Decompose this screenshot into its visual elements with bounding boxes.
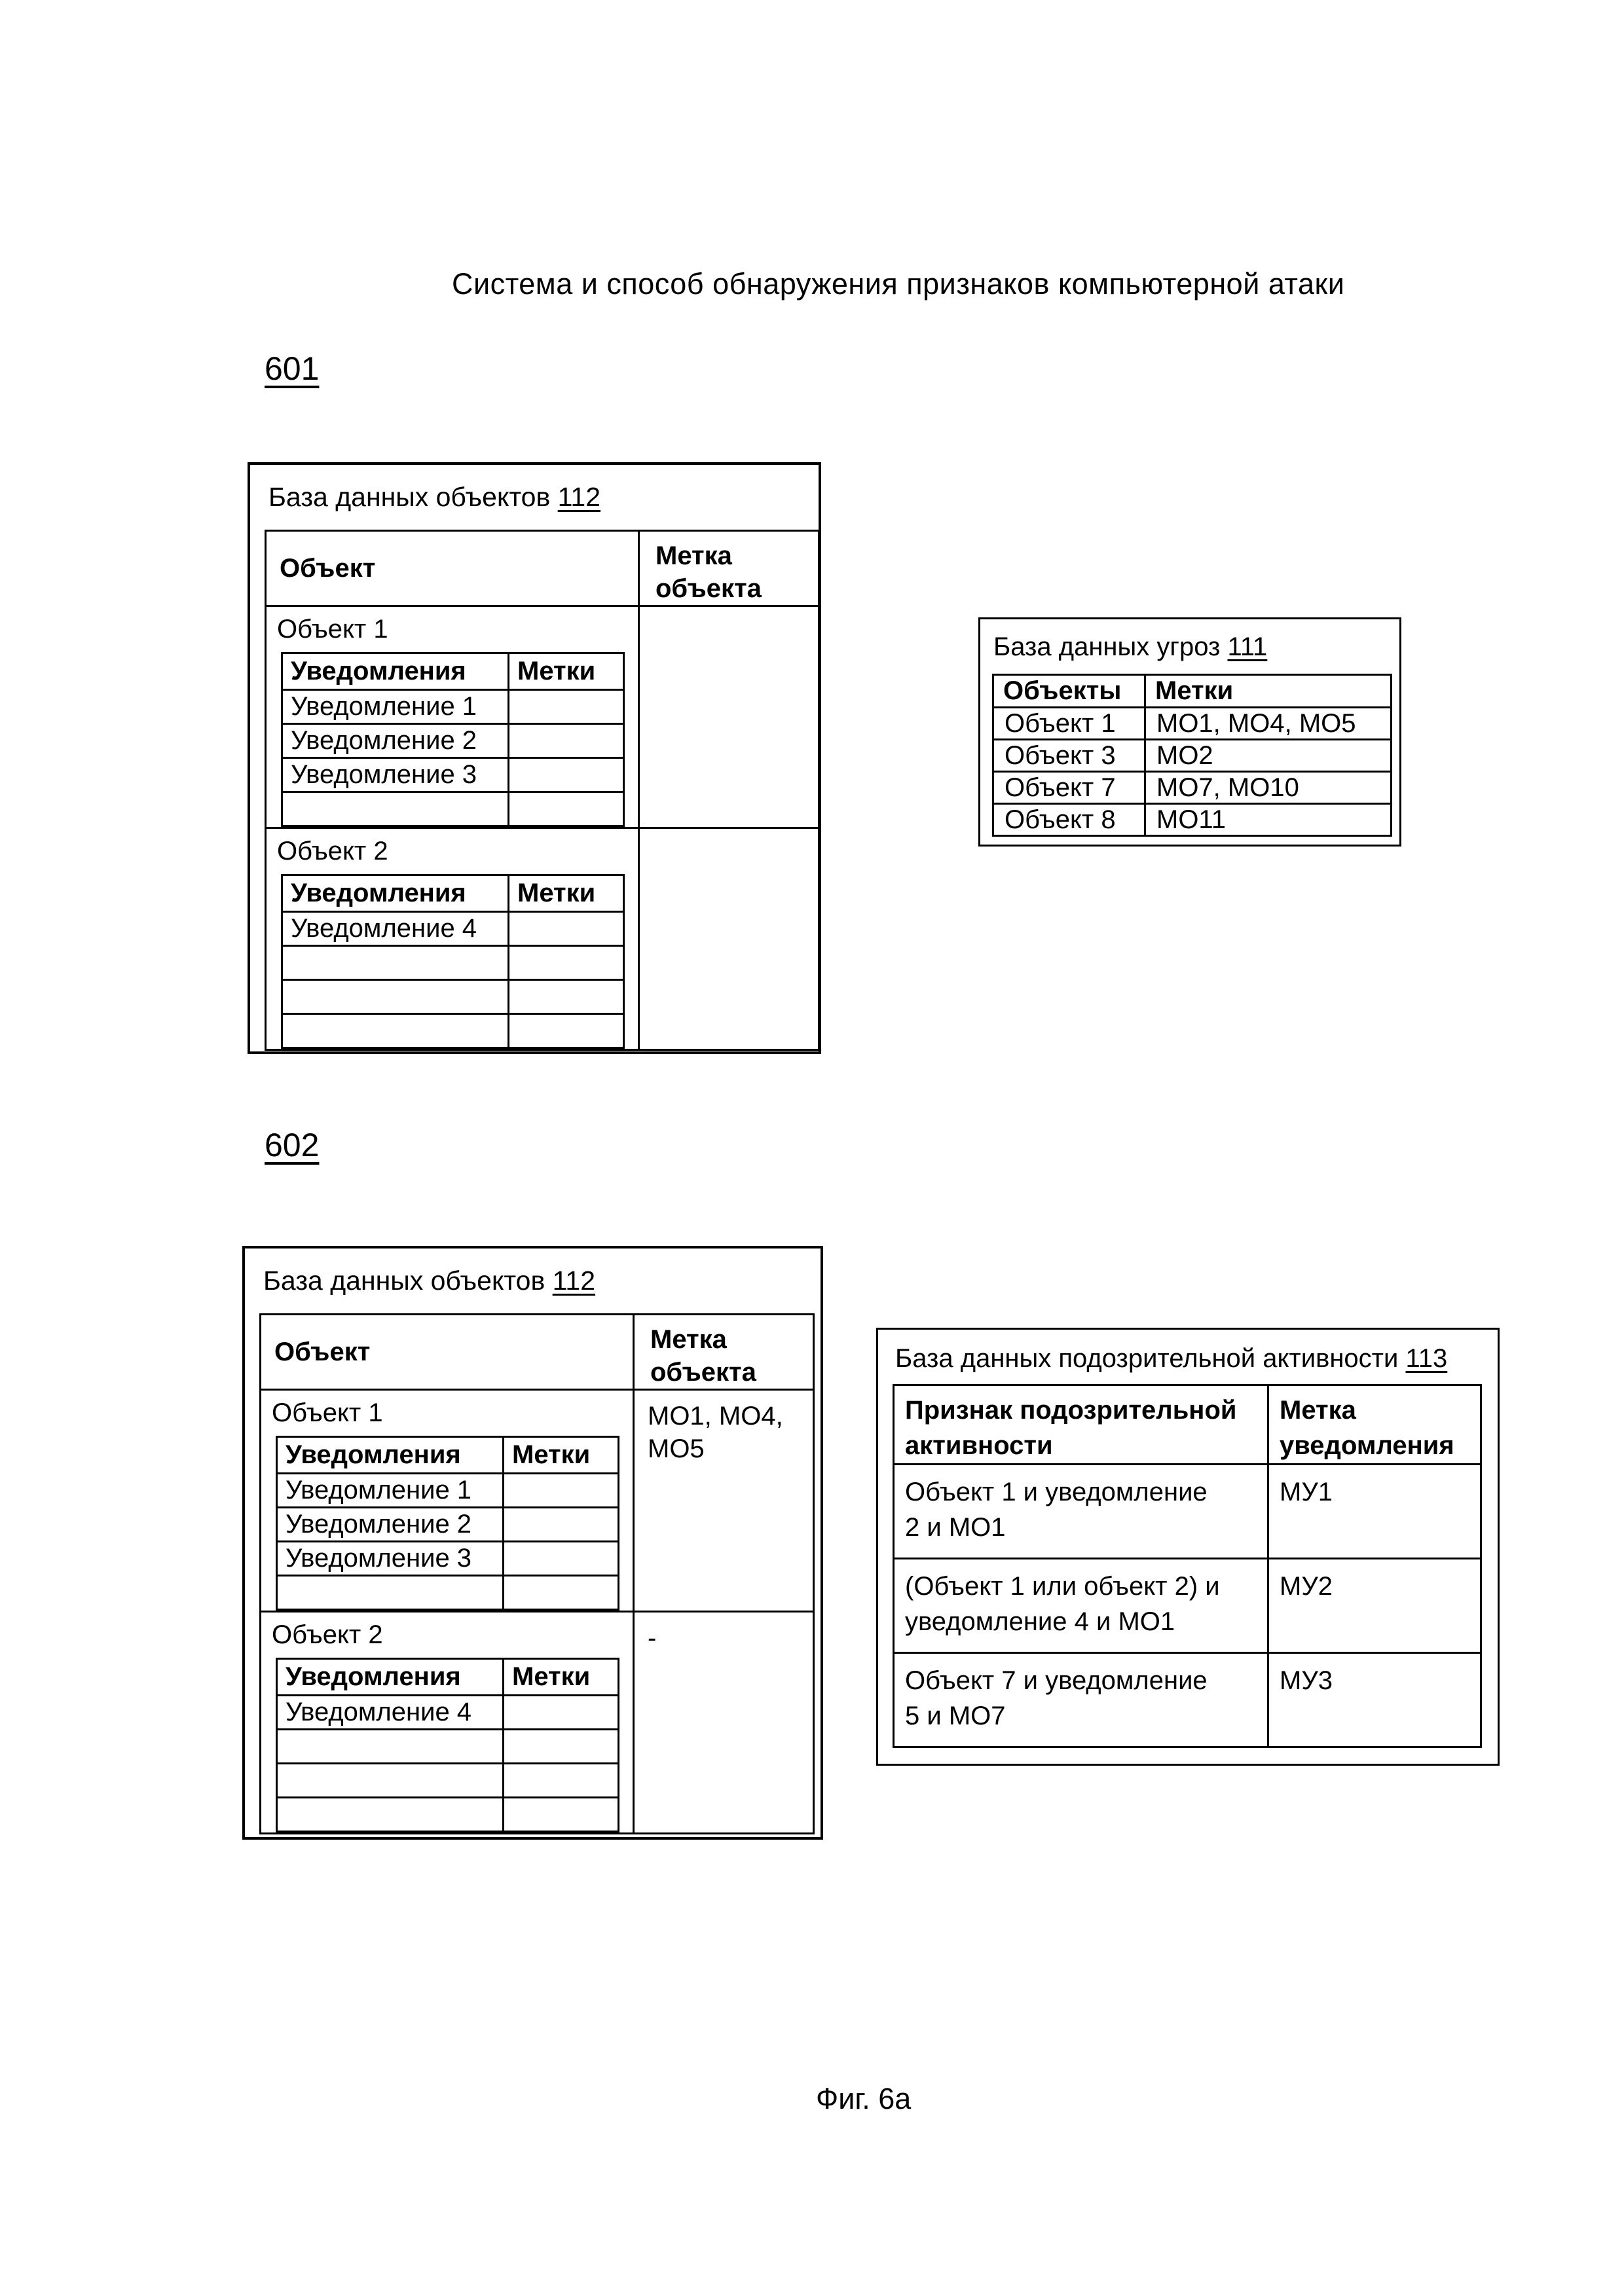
notification-label-cell <box>504 1542 619 1576</box>
notification-cell <box>282 1014 509 1048</box>
suspicious-row <box>894 1465 1481 1559</box>
notification-row-empty <box>282 1014 624 1048</box>
notification-label-cell <box>504 1696 619 1730</box>
object2-label-cell: - <box>634 1612 814 1834</box>
notification-row <box>282 912 624 946</box>
threats-row <box>993 708 1392 740</box>
threat-object: Объект 8 <box>993 804 1145 836</box>
col-header-object: Объект <box>261 1315 634 1390</box>
object1-name: Объект 1 <box>277 615 388 644</box>
notification-label-cell <box>504 1798 619 1832</box>
notification-label-cell <box>504 1764 619 1798</box>
notification-cell: Уведомление 3 <box>277 1542 504 1576</box>
col-header-object-label: Метка объекта <box>639 531 819 606</box>
threat-object: Объект 3 <box>993 740 1145 772</box>
notification-label-cell <box>509 912 624 946</box>
notification-label-cell <box>509 758 624 792</box>
objects-table-header-row <box>266 531 819 606</box>
inner-col-notifications: Уведомления <box>282 653 509 690</box>
objects-table-602 <box>259 1313 815 1834</box>
threats-db-title-text: База данных угроз <box>993 632 1221 661</box>
suspicious-indicator: (Объект 1 или объект 2) и уведомление 4 и МО1 <box>894 1559 1268 1653</box>
suspicious-indicator: Объект 1 и уведомление 2 и МО1 <box>894 1465 1268 1559</box>
suspicious-label: МУ3 <box>1268 1653 1481 1747</box>
notification-cell: Уведомление 4 <box>277 1696 504 1730</box>
notification-label-cell <box>509 1014 624 1048</box>
notification-cell <box>277 1576 504 1610</box>
notification-cell: Уведомление 4 <box>282 912 509 946</box>
objects-db-ref: 112 <box>552 1266 596 1296</box>
notification-cell: Уведомление 3 <box>282 758 509 792</box>
threat-object: Объект 7 <box>993 772 1145 804</box>
inner-header-row <box>277 1659 619 1696</box>
object1-name: Объект 1 <box>272 1398 383 1427</box>
notification-row-empty <box>277 1576 619 1610</box>
threats-header-row <box>993 675 1392 708</box>
inner-col-labels: Метки <box>504 1659 619 1696</box>
inner-header-row <box>277 1437 619 1474</box>
notification-label-cell <box>504 1474 619 1508</box>
notification-label-cell <box>504 1508 619 1542</box>
threat-labels: МО7, МО10 <box>1145 772 1392 804</box>
suspicious-row <box>894 1653 1481 1747</box>
notification-label-cell <box>509 980 624 1014</box>
object2-name: Объект 2 <box>272 1620 383 1649</box>
state-label-601: 601 <box>265 350 320 387</box>
notification-label-cell <box>504 1576 619 1610</box>
inner-col-notifications: Уведомления <box>282 875 509 912</box>
notification-cell <box>282 946 509 980</box>
suspicious-db-box <box>876 1328 1500 1766</box>
object2-cell <box>261 1612 634 1834</box>
suspicious-col-indicator: Признак подозрительной активности <box>894 1385 1268 1465</box>
object2-row <box>266 828 819 1050</box>
object1-label-cell: МО1, МО4, МО5 <box>634 1390 814 1612</box>
objects-table-601 <box>265 530 820 1051</box>
notification-cell: Уведомление 1 <box>282 690 509 724</box>
suspicious-label: МУ2 <box>1268 1559 1481 1653</box>
object1-row <box>266 606 819 828</box>
objects-table-header-row <box>261 1315 814 1390</box>
inner-col-labels: Метки <box>509 875 624 912</box>
notification-cell <box>277 1798 504 1832</box>
notification-label-cell <box>509 724 624 758</box>
notification-row-empty <box>282 946 624 980</box>
notification-cell <box>277 1730 504 1764</box>
suspicious-col-notification-label: Метка уведомления <box>1268 1385 1481 1465</box>
object1-notifications-table <box>281 652 625 827</box>
threats-col-objects: Объекты <box>993 675 1145 708</box>
notification-row <box>277 1474 619 1508</box>
objects-db-box-602 <box>242 1246 823 1840</box>
object2-notifications-table <box>276 1658 619 1832</box>
inner-col-notifications: Уведомления <box>277 1437 504 1474</box>
notification-label-cell <box>509 690 624 724</box>
suspicious-label: МУ1 <box>1268 1465 1481 1559</box>
threats-db-title <box>993 632 1399 662</box>
suspicious-row <box>894 1559 1481 1653</box>
notification-cell: Уведомление 1 <box>277 1474 504 1508</box>
threat-object: Объект 1 <box>993 708 1145 740</box>
threats-db-box <box>978 617 1401 847</box>
objects-db-title-602 <box>263 1266 821 1296</box>
col-header-object: Объект <box>266 531 639 606</box>
page-title: Система и способ обнаружения признаков компьютерной атаки <box>452 267 1345 301</box>
notification-row-empty <box>282 980 624 1014</box>
object1-cell <box>266 606 639 828</box>
notification-row-empty <box>277 1730 619 1764</box>
inner-col-labels: Метки <box>504 1437 619 1474</box>
notification-row <box>277 1696 619 1730</box>
threats-row <box>993 804 1392 836</box>
object1-cell <box>261 1390 634 1612</box>
objects-db-title-text: База данных объектов <box>268 482 551 512</box>
suspicious-indicator: Объект 7 и уведомление 5 и МО7 <box>894 1653 1268 1747</box>
object1-label-cell <box>639 606 819 828</box>
threat-labels: МО2 <box>1145 740 1392 772</box>
figure-caption: Фиг. 6а <box>816 2082 912 2115</box>
state-label-602: 602 <box>265 1127 320 1163</box>
object2-label-cell <box>639 828 819 1050</box>
threats-col-labels: Метки <box>1145 675 1392 708</box>
threats-db-ref: 111 <box>1227 632 1268 661</box>
threats-row <box>993 772 1392 804</box>
suspicious-db-title-text: База данных подозрительной активности <box>895 1344 1399 1373</box>
notification-cell <box>282 792 509 826</box>
inner-col-labels: Метки <box>509 653 624 690</box>
notification-row <box>282 758 624 792</box>
threat-labels: МО1, МО4, МО5 <box>1145 708 1392 740</box>
object2-cell <box>266 828 639 1050</box>
notification-row <box>277 1508 619 1542</box>
notification-label-cell <box>509 946 624 980</box>
objects-db-title-601 <box>268 482 819 513</box>
notification-cell <box>277 1764 504 1798</box>
notification-row-empty <box>277 1798 619 1832</box>
object1-row <box>261 1390 814 1612</box>
notification-row-empty <box>277 1764 619 1798</box>
suspicious-header-row <box>894 1385 1481 1465</box>
notification-cell: Уведомление 2 <box>282 724 509 758</box>
object1-notifications-table <box>276 1436 619 1611</box>
threats-table <box>992 674 1392 837</box>
col-header-object-label: Метка объекта <box>634 1315 814 1390</box>
notification-cell <box>282 980 509 1014</box>
suspicious-db-ref: 113 <box>1405 1344 1448 1373</box>
inner-col-notifications: Уведомления <box>277 1659 504 1696</box>
notification-row <box>282 724 624 758</box>
objects-db-ref: 112 <box>557 482 601 512</box>
object2-notifications-table <box>281 874 625 1049</box>
object2-name: Объект 2 <box>277 837 388 866</box>
notification-row-empty <box>282 792 624 826</box>
threat-labels: МО11 <box>1145 804 1392 836</box>
objects-db-box-601 <box>248 462 821 1054</box>
objects-db-title-text: База данных объектов <box>263 1266 545 1296</box>
notification-row <box>277 1542 619 1576</box>
notification-label-cell <box>509 792 624 826</box>
threats-row <box>993 740 1392 772</box>
inner-header-row <box>282 653 624 690</box>
notification-row <box>282 690 624 724</box>
notification-cell: Уведомление 2 <box>277 1508 504 1542</box>
object2-row <box>261 1612 814 1834</box>
suspicious-db-title <box>895 1344 1498 1374</box>
inner-header-row <box>282 875 624 912</box>
notification-label-cell <box>504 1730 619 1764</box>
suspicious-table <box>893 1384 1482 1748</box>
